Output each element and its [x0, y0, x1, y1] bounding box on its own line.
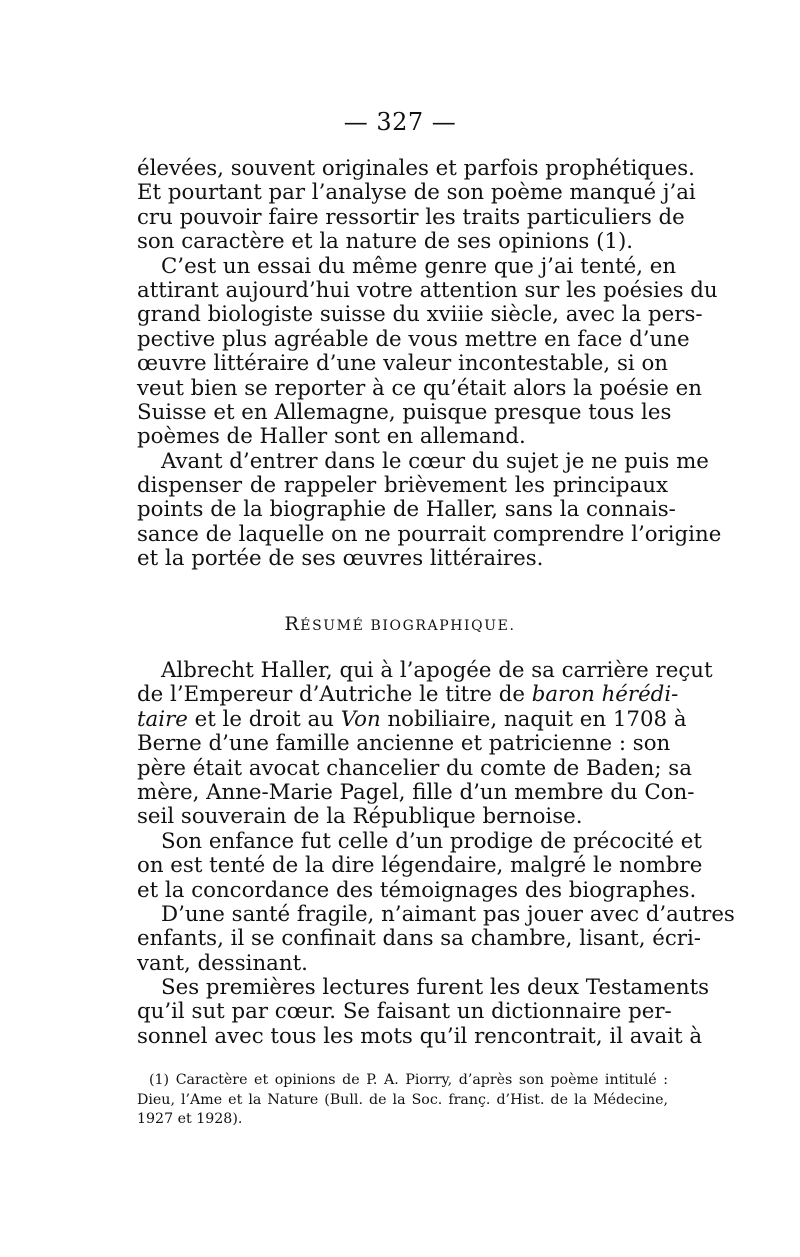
text-line: Albrecht Haller, qui à l’apogée de sa carrière reçut [161, 658, 713, 683]
footnote-line: 1927 et 1928). [137, 1111, 243, 1127]
paragraph-block-1 [137, 156, 722, 572]
text-line [137, 682, 679, 708]
text-line: œuvre littéraire d’une valeur incontestable, si on [137, 351, 668, 377]
text-line: Avant d’entrer dans le cœur du sujet je ne puis me [161, 448, 709, 474]
text-line: C’est un essai du même genre que j’ai tenté, en [161, 253, 677, 279]
text-segment: et le droit au [187, 706, 341, 732]
text-line: et la concordance des témoignages des biographes. [137, 877, 697, 903]
text-line: dispenser de rappeler brièvement les principaux [137, 473, 668, 499]
text-line: sance de laquelle on ne pourrait comprendre l’origine [137, 521, 722, 547]
page-number: — 327 — [343, 108, 457, 136]
footnote [137, 1071, 668, 1130]
text-line: vant, dessinant. [137, 950, 308, 976]
italic-segment: Von [340, 706, 381, 732]
text-line: Son enfance fut celle d’un prodige de précocité et [161, 828, 702, 854]
text-line: mère, Anne-Marie Pagel, fille d’un membre du Con- [137, 779, 695, 805]
text-line [137, 706, 687, 732]
text-segment: de l’Empereur d’Autriche le titre de [137, 682, 532, 708]
text-line: élevées, souvent originales et parfois prophétiques. [137, 156, 695, 181]
text-line: Berne d’une famille ancienne et patricienne : son [137, 731, 671, 757]
text-line: sonnel avec tous les mots qu’il rencontrait, il avait à [137, 1023, 703, 1049]
text-line: qu’il sut par cœur. Se faisant un dictionnaire per- [137, 999, 672, 1025]
paragraph-block-2 [137, 658, 735, 1049]
text-line: père était avocat chancelier du comte de Baden; sa [137, 755, 692, 781]
text-line: son caractère et la nature de ses opinions (1). [137, 229, 634, 255]
text-line: Et pourtant par l’analyse de son poème manqué j’ai [137, 180, 696, 206]
text-line: et la portée de ses œuvres littéraires. [137, 546, 544, 572]
heading-initial: R [284, 613, 301, 635]
text-line: Ses premières lectures furent les deux Testaments [161, 975, 710, 1001]
text-line: Suisse et en Allemagne, puisque presque tous les [137, 399, 672, 425]
text-line: veut bien se reporter à ce qu’était alors la poésie en [137, 375, 702, 401]
italic-segment: baron hérédi- [531, 682, 679, 708]
text-line: cru pouvoir faire ressortir les traits particuliers de [137, 204, 685, 230]
text-line: on est tenté de la dire légendaire, malgré le nombre [137, 853, 703, 879]
section-heading [0, 613, 800, 635]
text-line: points de la biographie de Haller, sans la connais- [137, 497, 676, 523]
text-segment: nobiliaire, naquit en 1708 à [380, 706, 687, 732]
text-line: poèmes de Haller sont en allemand. [137, 424, 526, 450]
text-line: attirant aujourd’hui votre attention sur les poésies du [137, 277, 718, 303]
footnote-line: (1) Caractère et opinions de P. A. Piorry, d’après son poème intitulé : [149, 1072, 668, 1088]
text-line: pective plus agréable de vous mettre en face d’une [137, 326, 690, 352]
text-line: seil souverain de la République bernoise. [137, 804, 583, 830]
footnote-line: Dieu, l’Ame et la Nature (Bull. de la Soc. franç. d’Hist. de la Médecine, [137, 1091, 668, 1108]
text-line: enfants, il se confinait dans sa chambre, lisant, écri- [137, 926, 701, 952]
text-line: D’une santé fragile, n’aimant pas jouer avec d’autres [161, 901, 735, 927]
heading-rest: ÉSUMÉ BIOGRAPHIQUE. [300, 618, 516, 634]
italic-segment: taire [137, 706, 188, 732]
text-line: grand biologiste suisse du xviiie siècle, avec la pers- [137, 302, 703, 328]
